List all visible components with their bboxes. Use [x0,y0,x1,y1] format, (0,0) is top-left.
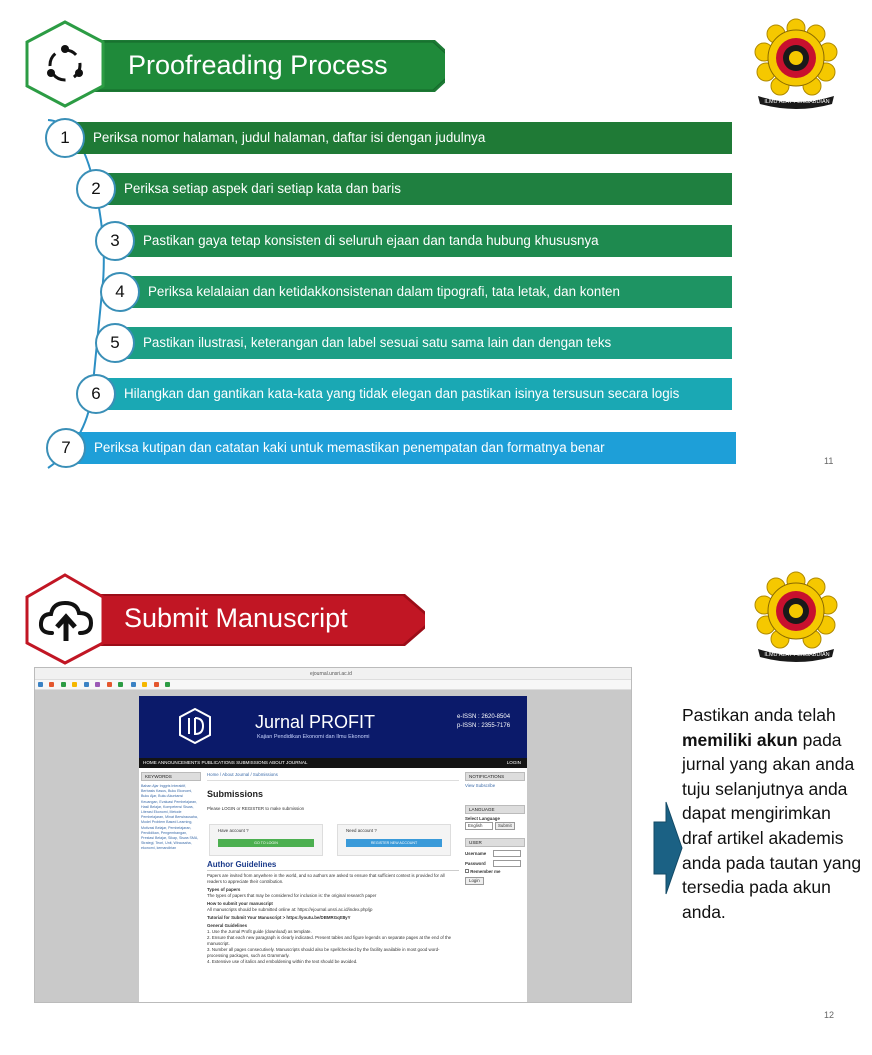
step-text-5: Pastikan ilustrasi, keterangan dan label sesuai satu sama lain dan dengan teks [143,335,612,350]
password-input[interactable] [493,860,521,867]
step-number-2: 2 [76,169,116,209]
step-bar-3 [112,225,732,257]
login-note: Please LOGIN or REGISTER to make submission [207,806,305,811]
language-submit-button[interactable]: Submit [495,822,515,830]
step-bar-6 [92,378,732,410]
instruction-text [682,703,862,924]
bookmarks-bar [35,680,632,690]
step-bar-2 [92,173,732,205]
language-heading: LANGUAGE [465,805,525,814]
step-number-1: 1 [45,118,85,158]
step-number-3: 3 [95,221,135,261]
step-bar-7 [64,432,736,464]
how-heading: How to submit your manuscript [207,901,273,906]
guideline-3: 3. Number all pages consecutively. Manuscripts should also be spellchecked by the facility available in most good word-processing packages, such as Grammarly. [207,947,440,958]
journal-page [139,696,527,1003]
username-label: Username [465,850,487,856]
instruction-text-start: Pastikan anda telah [682,705,836,725]
general-heading: General Guidelines [207,923,248,928]
cloud-upload-icon [38,599,94,643]
step-number-7: 7 [46,428,86,468]
journal-name: Jurnal PROFIT [255,712,376,732]
tutorial-link[interactable]: Tutorial for Submit Your Manuscript > https://youtu.be/DBMRGqtt8yY [207,915,351,920]
remember-me-label: Remember me [470,869,501,874]
browser-url[interactable]: ejournal.unsri.ac.id [310,671,352,677]
step-bar-5 [112,327,732,359]
right-arrow-icon [652,800,684,896]
university-logo [752,16,840,112]
page-title: Proofreading Process [128,50,388,80]
page-number: 11 [824,456,834,466]
need-account-label: Need account ? [346,828,377,833]
instruction-text-bold: memiliki akun [682,729,798,750]
login-button[interactable]: Login [465,877,484,885]
step-text-4: Periksa kelalaian dan ketidakkonsistenan dalam tipografi, tata letak, dan konten [148,284,620,299]
guideline-4: 4. Extensive use of italics and emboldening within the text should be avoided. [207,959,358,964]
go-to-login-button[interactable]: GO TO LOGIN [218,839,314,847]
have-account-label: Have account ? [218,828,249,833]
keywords-sidebar [141,772,201,1003]
notifications-heading: NOTIFICATIONS [465,772,525,781]
guide-intro: Papers are invited from anywhere in the world, and so authors are asked to ensure that sufficient context is provided for all readers to appreciate their contribution. [207,873,445,884]
journal-screenshot [34,667,632,1003]
types-heading: Types of papers [207,887,241,892]
username-input[interactable] [493,850,521,857]
breadcrumb[interactable]: Home / About Journal / Submissions [207,772,459,781]
step-text-1: Periksa nomor halaman, judul halaman, daftar isi dengan judulnya [93,130,486,145]
cycle-icon [42,42,88,88]
step-number-6: 6 [76,374,116,414]
step-bar-4 [118,276,732,308]
eissn: e-ISSN : 2620-8504 [457,714,511,720]
select-language-label: Select Language [465,816,500,821]
need-account-box [337,824,451,856]
register-button[interactable]: REGISTER NEW ACCOUNT [346,839,442,847]
step-number-5: 5 [95,323,135,363]
user-heading: USER [465,838,525,847]
step-bar-1 [60,122,732,154]
guideline-1: 1. Use the Jurnal Profit guide (download) as template. [207,929,312,934]
journal-nav [139,758,527,768]
keywords-heading: KEYWORDS [141,772,201,781]
university-logo [752,569,840,665]
slide-proofreading [0,0,872,520]
types-text: The types of papers that may be considered for inclusion is: the original research paper [207,893,377,898]
author-guidelines-heading: Author Guidelines [207,860,459,871]
step-text-7: Periksa kutipan dan catatan kaki untuk memastikan penempatan dan formatnya benar [94,440,605,455]
guideline-2: 2. Ensure that each new paragraph is clearly indicated. Present tables and figure legends on separate pages at the end of the manuscript. [207,935,452,946]
step-text-2: Periksa setiap aspek dari setiap kata dan baris [124,181,401,196]
language-select[interactable]: English [465,822,493,830]
journal-logo-icon [179,708,211,744]
how-text: All manuscripts should be submitted online at: https://ejournal.unsri.ac.id/index.php/jp [207,907,373,912]
right-sidebar [465,772,525,1003]
journal-nav-items[interactable]: HOME ANNOUNCEMENTS PUBLICATIONS SUBMISSIONS ABOUT JOURNAL [143,760,308,765]
logo-motto: ILMU ALAT PENGABDIAN [764,652,830,658]
notifications-links[interactable]: View Subscribe [465,783,496,788]
step-number-4: 4 [100,272,140,312]
remember-me-checkbox[interactable] [465,869,525,875]
browser-toolbar [35,668,632,680]
instruction-text-end: pada jurnal yang akan anda tuju selanjutnya anda dapat mengirimkan draf artikel akademis anda pada tautan yang tersedia pada akun anda. [682,729,862,922]
pissn: p-ISSN : 2355-7176 [457,723,511,729]
journal-login-link[interactable]: LOGIN [506,760,521,765]
password-label: Password [465,860,486,866]
page-number: 12 [824,1010,835,1020]
step-text-3: Pastikan gaya tetap konsisten di seluruh ejaan dan tanda hubung khususnya [143,233,599,248]
slide-submit [0,555,872,1055]
journal-subtitle: Kajian Pendidikan Ekonomi dan Ilmu Ekonomi [257,734,370,740]
submissions-heading: Submissions [207,789,264,799]
journal-header [139,696,527,758]
have-account-box [209,824,323,856]
keywords-cloud[interactable]: Bahan Ajar Inggris Interaktif, Berbasis Kasus, Buku Ekonomi, Buku Ajar, Buku Akuntansi Keuangan, Evaluasi Pembelajaran, Hasil Belajar, Kompetensi Siswa, Literasi Ekonomi, Metode Pembelajaran, Minat Berwirausaha, Model Problem Based Learning, Motivasi Belajar, Pembelajaran, Pendidikan, Pengembangan, Prestasi Belajar, Sikap, Siswa SMA, Strategi, Teori, Unit, Wirausaha, ekonomi, kemandirian [141,784,199,851]
page-title: Submit Manuscript [124,603,348,633]
step-text-6: Hilangkan dan gantikan kata-kata yang tidak elegan dan pastikan isinya tersusun secara logis [124,386,680,401]
submissions-content [207,772,459,1003]
logo-motto: ILMU ALAT PENGABDIAN [764,99,830,105]
